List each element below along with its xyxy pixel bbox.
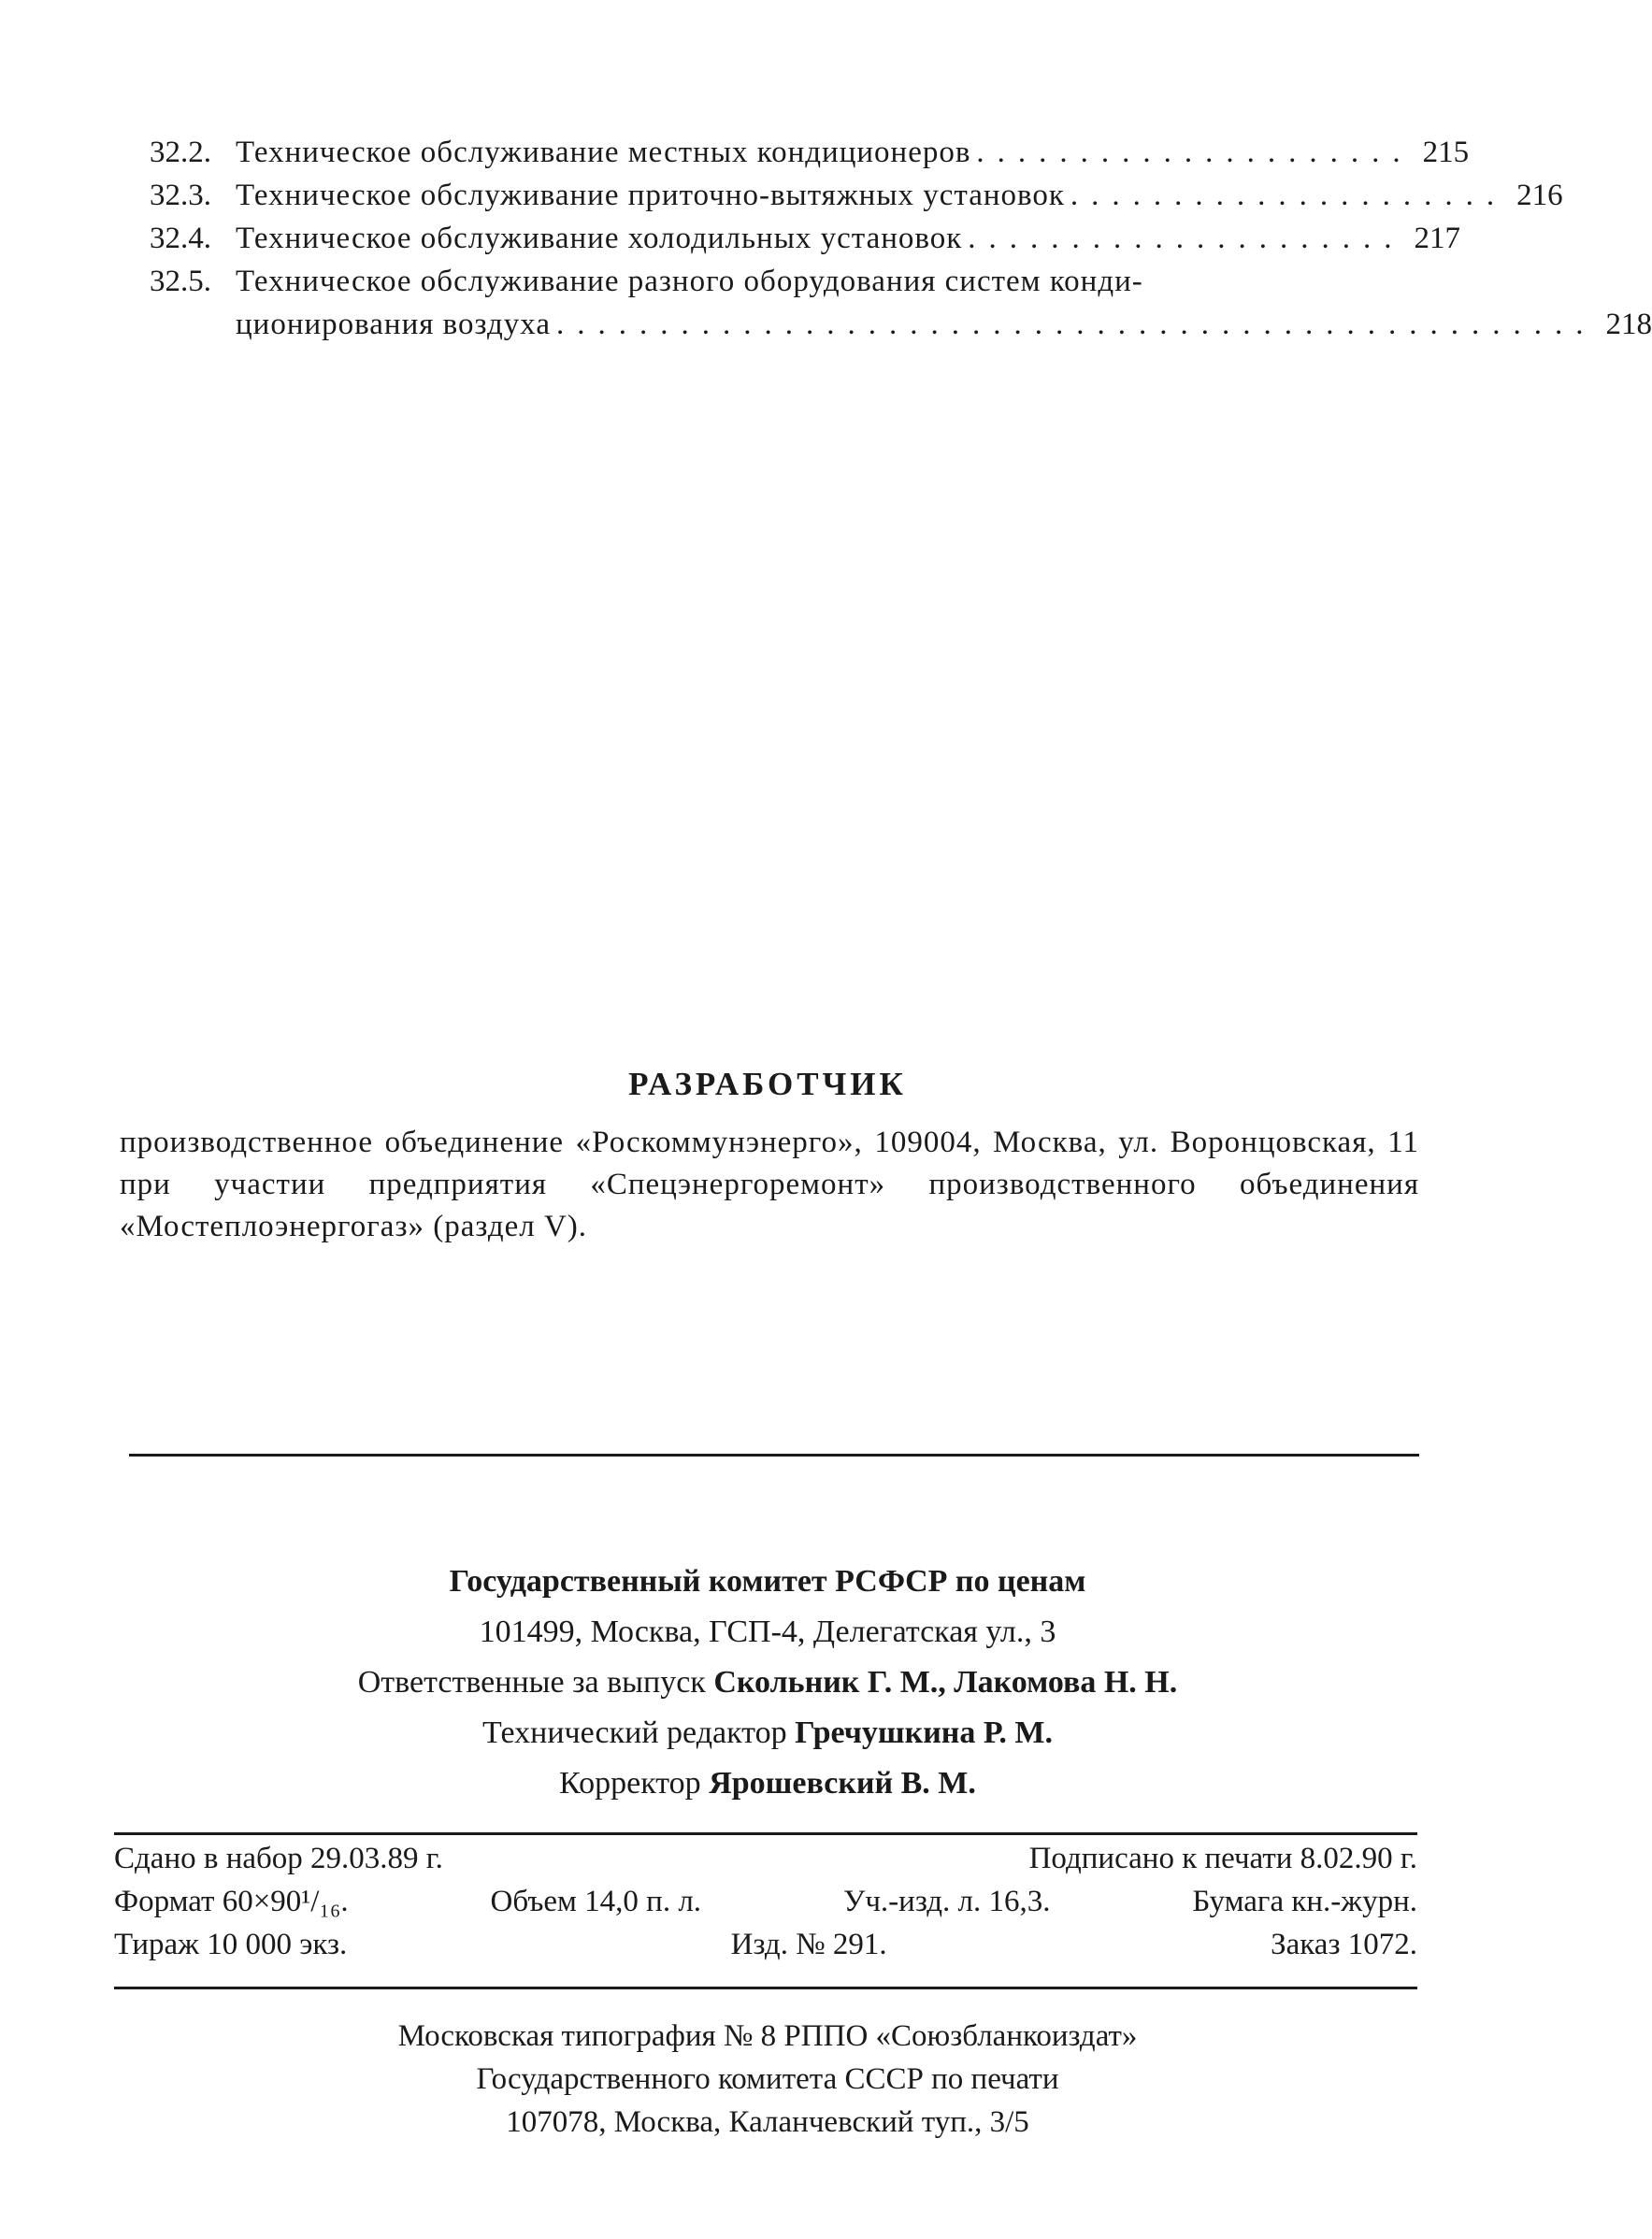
toc-entry[interactable] (150, 260, 1421, 303)
toc-entry-number: 32.5. (150, 265, 211, 298)
table-of-contents (150, 131, 1652, 346)
toc-entry-page: 217 (1414, 222, 1461, 255)
toc-entry-title: Техническое обслуживание разного оборудования систем конди- (236, 265, 1143, 298)
printer-address: 107078, Москва, Каланчевский туп., 3/5 (506, 2105, 1029, 2139)
toc-leader-dots: ..................... (968, 222, 1405, 255)
toc-entry-title: Техническое обслуживание холодильных установок (236, 222, 963, 255)
toc-entry-page: 218 (1605, 308, 1652, 341)
publisher-responsible (0, 1658, 1535, 1708)
publisher-tech-editor (0, 1708, 1535, 1758)
imprint-signed-date: Подписано к печати 8.02.90 г. (1028, 1842, 1417, 1875)
imprint-paper: Бумага кн.-журн. (1192, 1885, 1417, 1918)
toc-entry-page: 215 (1422, 136, 1470, 169)
publisher-corrector (0, 1758, 1535, 1809)
imprint-top-rule (114, 1832, 1417, 1835)
imprint-row (114, 1885, 1417, 1928)
printer-block (0, 2015, 1535, 2144)
imprint-bottom-rule (114, 1987, 1417, 1989)
toc-entry-title: Техническое обслуживание приточно-вытяжных установок (236, 179, 1065, 212)
toc-entry-continuation[interactable] (150, 303, 1652, 346)
toc-entry[interactable] (150, 217, 1461, 260)
toc-entry-title: Техническое обслуживание местных кондиционеров (236, 136, 971, 169)
toc-leader-dots: ..................... (976, 136, 1414, 169)
developer-heading: РАЗРАБОТЧИК (628, 1066, 907, 1102)
responsible-label: Ответственные за выпуск (357, 1665, 706, 1700)
publisher-address: 101499, Москва, ГСП-4, Делегатская ул., 3 (479, 1615, 1056, 1649)
imprint-row (114, 1928, 1417, 1971)
toc-entry[interactable] (150, 131, 1470, 174)
toc-entry-number: 32.4. (150, 222, 211, 255)
imprint-block (114, 1842, 1417, 1971)
toc-leader-dots: ..................... (1070, 179, 1508, 212)
toc-entry[interactable] (150, 174, 1563, 217)
tech-editor-name: Гречушкина Р. М. (795, 1715, 1053, 1750)
corrector-label: Корректор (559, 1766, 701, 1801)
imprint-format: Формат 60×90¹/₁₆. (114, 1885, 349, 1918)
tech-editor-label: Технический редактор (482, 1715, 787, 1750)
toc-entry-number: 32.2. (150, 136, 211, 169)
publisher-org: Государственный комитет РСФСР по ценам (449, 1564, 1086, 1599)
imprint-edition-number: Изд. № 291. (730, 1928, 887, 1961)
imprint-print-run: Тираж 10 000 экз. (114, 1928, 348, 1961)
toc-entry-page: 216 (1516, 179, 1563, 212)
imprint-publishing-sheets: Уч.-изд. л. 16,3. (842, 1885, 1051, 1918)
printer-affiliation: Государственного комитета СССР по печати (476, 2062, 1059, 2096)
imprint-row (114, 1842, 1417, 1885)
responsible-names: Скольник Г. М., Лакомова Н. Н. (713, 1665, 1178, 1700)
section-divider (129, 1454, 1419, 1457)
toc-leader-dots: .................................................. (555, 308, 1597, 341)
toc-entry-number: 32.3. (150, 179, 211, 212)
imprint-order-number: Заказ 1072. (1271, 1928, 1417, 1961)
toc-entry-title-continued: ционирования воздуха (236, 308, 551, 341)
developer-text: производственное объединение «Роскоммунэнерго», 109004, Москва, ул. Воронцовская, 11 при участии предприятия «Спецэнергоремонт» производственного объединения «Мостеплоэнергогаз» (раздел V). (120, 1126, 1419, 1243)
imprint-typeset-date: Сдано в набор 29.03.89 г. (114, 1842, 443, 1875)
corrector-name: Ярошевский В. М. (709, 1766, 976, 1801)
publisher-block (0, 1557, 1535, 1809)
imprint-volume: Объем 14,0 п. л. (490, 1885, 702, 1918)
printer-name: Московская типография № 8 РППО «Союзбланкоиздат» (397, 2019, 1138, 2053)
